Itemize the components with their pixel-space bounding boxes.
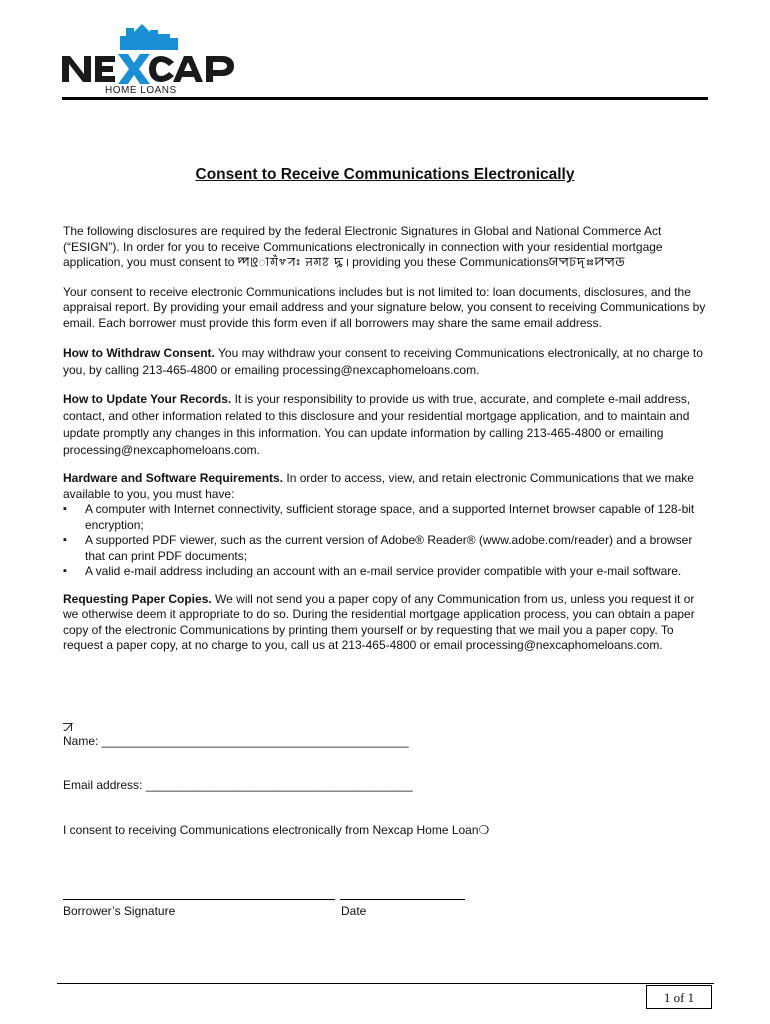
- name-field[interactable]: Name: ______________________________________________: [63, 734, 409, 748]
- consent-glyph: ❍: [478, 823, 490, 837]
- scope-paragraph: Your consent to receive electronic Communications includes but is not limited to: loan documents, disclosures, and the appraisal report. By providing your email address and your signature below, you consent to receiving Communications by email. Each borrower must provide this form even if all borrowers may share the same email address.: [63, 284, 706, 330]
- consent-text: I consent to receiving Communications electronically from Nexcap Home Loan: [63, 823, 479, 837]
- intro-text: The following disclosures are required by the federal Electronic Signatures in Global and National Commerce Act (“ESIGN”). In order for you to receive Communications electronically in connection with your residential mortgage application, you must consent to: [63, 224, 663, 269]
- signature-line[interactable]: [63, 899, 335, 900]
- footer-rule: [57, 983, 714, 984]
- svg-text:HOME LOANS: HOME LOANS: [105, 85, 177, 96]
- withdraw-text: You may withdraw your consent to receiving Communications electronically, at no charge to you, by calling 213-465-4800 or emailing processing@nexcaphomeloans.com.: [63, 346, 703, 377]
- list-item: ▪ A computer with Internet connectivity, sufficient storage space, and a supported Internet browser capable of 128-bit encryption;: [63, 502, 708, 533]
- withdraw-heading: How to Withdraw Consent.: [63, 346, 215, 360]
- intro-paragraph: [63, 224, 708, 271]
- nexcap-logo: [62, 20, 242, 98]
- stray-glyph: ꠀ: [63, 720, 73, 734]
- list-item: ▪ A valid e-mail address including an account with an e-mail service provider compatible with your e-mail software.: [63, 564, 708, 580]
- list-item: ▪ A supported PDF viewer, such as the current version of Adobe® Reader® (www.adobe.com/reader) and a browser that can print PDF documents;: [63, 533, 708, 564]
- update-text: It is your responsibility to provide us with true, accurate, and complete e-mail address, contact, and other information related to this disclosure and your residential mortgage application, and to maintain and update promptly any changes in this information. You can update information by calling 213-465-4800 or emailing processing@nexcaphomeloans.com.: [63, 392, 691, 457]
- paper-section: [63, 592, 708, 654]
- intro-glyphs-1: ꠈꡬꠣꠉꠂ꠪ꠞ꠩ ꠔꠉꠐ ꠍ꠰: [237, 255, 353, 269]
- date-label: Date: [341, 904, 367, 918]
- update-section: [63, 391, 708, 459]
- header-rule: [62, 97, 708, 100]
- document-body: [63, 224, 708, 654]
- intro-glyphs-2: ꠎꠗꠑꠖ꠫ꠙꠗꠒ: [548, 255, 626, 269]
- requirements-list: [63, 502, 708, 580]
- date-line[interactable]: [340, 899, 465, 900]
- signature-label: Borrower’s Signature: [63, 904, 176, 918]
- update-heading: How to Update Your Records.: [63, 392, 232, 406]
- paper-heading: Requesting Paper Copies.: [63, 591, 212, 606]
- paper-text: We will not send you a paper copy of any Communication from us, unless you request it or we otherwise deem it appropriate to do so. During the residential mortgage application process, you can obtain a paper copy of the electronic Communications by printing them yourself or by requesting that we mail you a paper copy. To request a paper copy, at no charge to you, call us at 213-465-4800 or email processing@nexcaphomeloans.com.: [63, 591, 695, 652]
- email-field[interactable]: Email address: ________________________________________: [63, 778, 413, 792]
- consent-statement: [63, 823, 489, 838]
- hardware-heading: Hardware and Software Requirements.: [63, 471, 284, 485]
- hardware-section: [63, 471, 708, 502]
- hardware-text: In order to access, view, and retain electronic Communications that we make available to you, you must have:: [63, 471, 694, 501]
- page-number: 1 of 1: [646, 985, 712, 1009]
- intro-after: providing you these Communications: [352, 255, 549, 269]
- withdraw-section: [63, 345, 708, 379]
- document-title: Consent to Receive Communications Electronically: [195, 166, 575, 183]
